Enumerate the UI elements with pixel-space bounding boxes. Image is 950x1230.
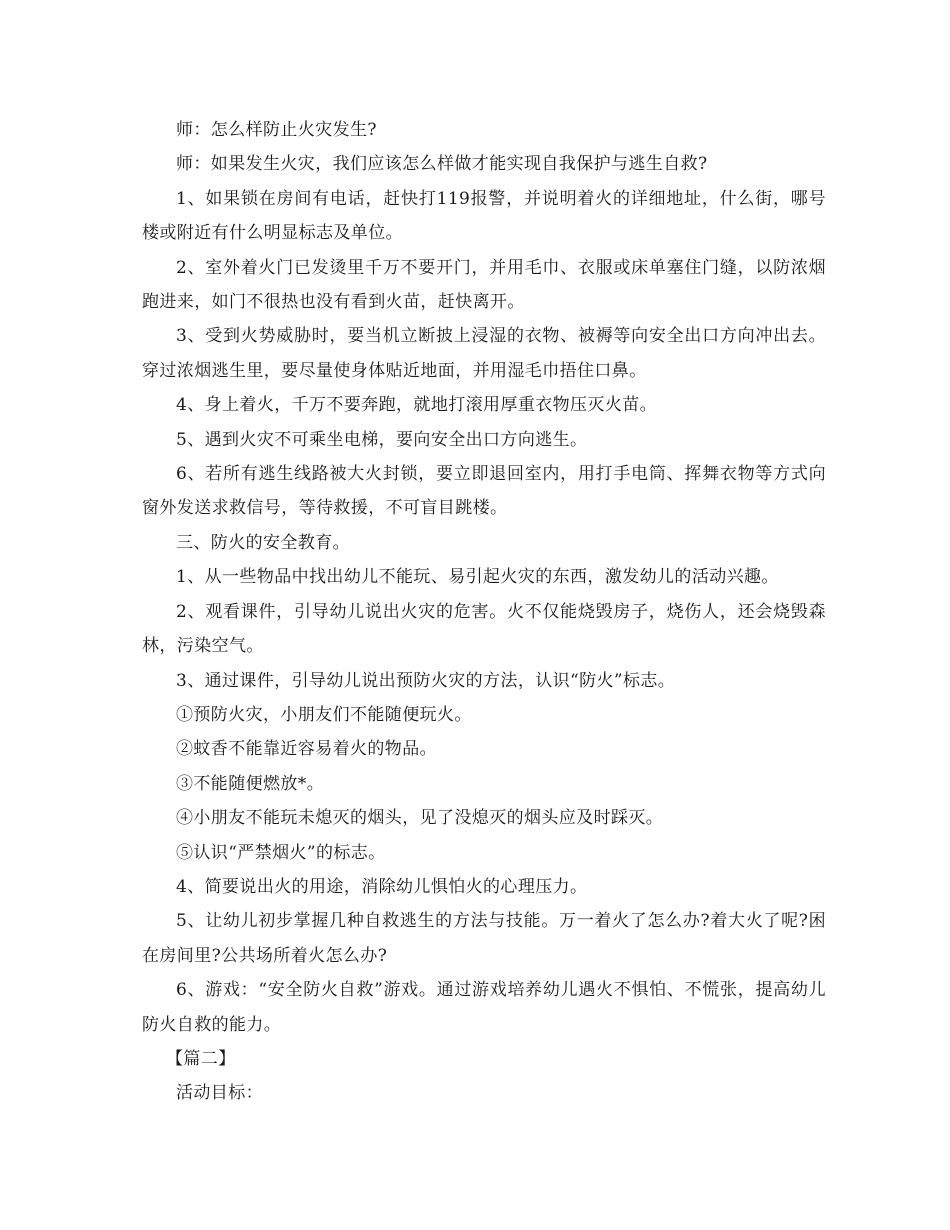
paragraph: 4、身上着火，千万不要奔跑，就地打滚用厚重衣物压灭火苗。 [176, 395, 658, 416]
paragraph: 1、如果锁在房间有电话，赶快打119报警，并说明着火的详细地址，什么街，哪号楼或附近有什么明显标志及单位。 [142, 188, 826, 244]
document-body [142, 113, 826, 1111]
list-item: ②蚊香不能靠近容易着火的物品。 [176, 739, 437, 760]
paragraph: 2、观看课件，引导幼儿说出火灾的危害。火不仅能烧毁房子，烧伤人，还会烧毁森林，污染空气。 [142, 601, 826, 657]
list-item: ⑤认识“严禁烟火”的标志。 [176, 842, 386, 863]
list-item: ④小朋友不能玩未熄灭的烟头，见了没熄灭的烟头应及时踩灭。 [176, 808, 664, 829]
paragraph: 5、遇到火灾不可乘坐电梯，要向安全出口方向逃生。 [176, 429, 588, 450]
paragraph: 师：如果发生火灾，我们应该怎么样做才能实现自我保护与逃生自救? [176, 154, 708, 175]
paragraph: 2、室外着火门已发烫里千万不要开门，并用毛巾、衣服或床单塞住门缝，以防浓烟跑进来，如门不很热也没有看到火苗，赶快离开。 [142, 257, 826, 313]
paragraph: 3、通过课件，引导幼儿说出预防火灾的方法，认识“防火”标志。 [176, 670, 676, 691]
paragraph: 4、简要说出火的用途，消除幼儿惧怕火的心理压力。 [176, 876, 588, 897]
paragraph: 5、让幼儿初步掌握几种自救逃生的方法与技能。万一着火了怎么办?着大火了呢?困在房间里?公共场所着火怎么办? [142, 911, 826, 966]
paragraph: 6、游戏：“安全防火自救”游戏。通过游戏培养幼儿遇火不惧怕、不慌张，提高幼儿防火自救的能力。 [142, 980, 826, 1035]
paragraph: 师：怎么样防止火灾发生? [176, 120, 377, 140]
paragraph: 1、从一些物品中找出幼儿不能玩、易引起火灾的东西，激发幼儿的活动兴趣。 [176, 567, 779, 588]
list-item: ③不能随便燃放*。 [176, 773, 325, 794]
section-heading: 活动目标： [176, 1083, 263, 1104]
paragraph: 3、受到火势威胁时，要当机立断披上浸湿的衣物、被褥等向安全出口方向冲出去。穿过浓烟逃生里，要尽量使身体贴近地面，并用湿毛巾捂住口鼻。 [142, 326, 826, 381]
list-item: ①预防火灾，小朋友们不能随便玩火。 [176, 704, 472, 725]
section-heading: 三、防火的安全教育。 [176, 532, 350, 553]
paragraph: 6、若所有逃生线路被大火封锁，要立即退回室内，用打手电筒、挥舞衣物等方式向窗外发送求救信号，等待救援，不可盲目跳楼。 [142, 464, 826, 519]
part-heading: 【篇二】 [166, 1048, 236, 1069]
